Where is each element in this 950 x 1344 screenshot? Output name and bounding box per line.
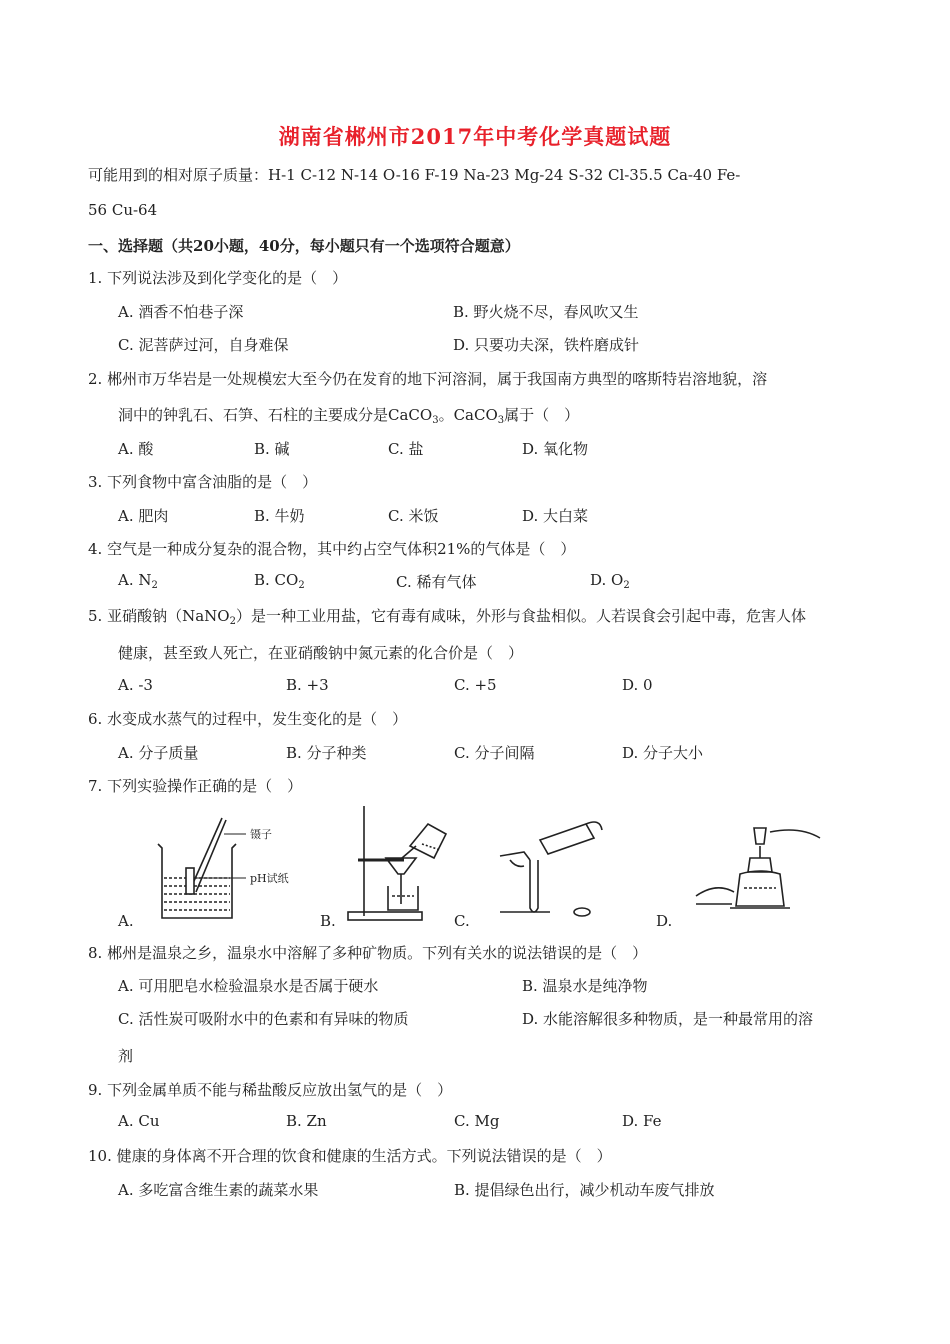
figure-b-filtration [340, 800, 460, 925]
question-4: 4. 空气是一种成分复杂的混合物，其中约占空气体积21%的气体是（ ） [88, 540, 576, 558]
q5-option-a: A. -3 [118, 676, 153, 694]
q6-option-b: B. 分子种类 [286, 744, 367, 762]
q6-option-c: C. 分子间隔 [454, 744, 535, 762]
q9-option-d: D. Fe [622, 1112, 662, 1130]
q6-option-a: A. 分子质量 [118, 744, 199, 762]
q9-option-c: C. Mg [454, 1112, 500, 1130]
q10-option-a: A. 多吃富含维生素的蔬菜水果 [118, 1181, 319, 1199]
question-1: 1. 下列说法涉及到化学变化的是（ ） [88, 269, 348, 287]
section-heading: 一、选择题（共20小题，40分，每小题只有一个选项符合题意） [88, 237, 520, 255]
q1-option-d: D. 只要功夫深，铁杵磨成针 [453, 336, 640, 354]
q8-option-d: D. 水能溶解很多种物质，是一种最常用的溶 [522, 1010, 814, 1028]
figure-a-label-tweezers: 镊子 [250, 828, 272, 841]
q10-option-b: B. 提倡绿色出行，减少机动车废气排放 [454, 1181, 715, 1199]
q4-option-d: D. $O_2$ [590, 571, 630, 591]
atomic-masses-line1: 可能用到的相对原子质量：H-1 C-12 N-14 O-16 F-19 Na-23 Mg-24 S-32 Cl-35.5 Ca-40 Fe- [88, 166, 741, 184]
q2-option-d: D. 氧化物 [522, 440, 589, 458]
figure-d-alcohol-lamp [690, 818, 830, 924]
q4-option-a: A. $N_2$ [118, 571, 158, 591]
q4-option-b: B. $CO_2$ [254, 571, 305, 591]
q8-option-b: B. 温泉水是纯净物 [522, 977, 648, 995]
question-5-line2: 健康，甚至致人死亡，在亚硝酸钠中氮元素的化合价是（ ） [118, 644, 524, 662]
figure-c-pouring [490, 820, 620, 925]
page-title: 湖南省郴州市2017年中考化学真题试题 [278, 124, 672, 149]
q9-option-b: B. Zn [286, 1112, 327, 1130]
q8-option-c: C. 活性炭可吸附水中的色素和有异味的物质 [118, 1010, 409, 1028]
question-3: 3. 下列食物中富含油脂的是（ ） [88, 473, 318, 491]
q9-option-a: A. Cu [118, 1112, 160, 1130]
q3-option-d: D. 大白菜 [522, 507, 589, 525]
q7-option-c: C. [454, 912, 470, 930]
q3-option-b: B. 牛奶 [254, 507, 305, 525]
q7-option-b: B. [320, 912, 336, 930]
question-6: 6. 水变成水蒸气的过程中，发生变化的是（ ） [88, 710, 408, 728]
q1-option-c: C. 泥菩萨过河，自身难保 [118, 336, 289, 354]
q2-option-c: C. 盐 [388, 440, 424, 458]
question-5-line1: 5. 亚硝酸钠（NaNO$_2$）是一种工业用盐，它有毒有咸味，外形与食盐相似。人若误食会引起中毒，危害人体 [88, 607, 806, 627]
q5-option-c: C. +5 [454, 676, 497, 694]
q3-option-c: C. 米饭 [388, 507, 439, 525]
q2-option-a: A. 酸 [118, 440, 154, 458]
question-8: 8. 郴州是温泉之乡，温泉水中溶解了多种矿物质。下列有关水的说法错误的是（ ） [88, 944, 648, 962]
question-2-line2: 洞中的钟乳石、石笋、石柱的主要成分是CaCO$_3$。CaCO$_3$属于（ ） [118, 406, 580, 426]
q8-option-d-continued: 剂 [118, 1047, 134, 1065]
q2-option-b: B. 碱 [254, 440, 290, 458]
q6-option-d: D. 分子大小 [622, 744, 704, 762]
question-10: 10. 健康的身体离不开合理的饮食和健康的生活方式。下列说法错误的是（ ） [88, 1147, 612, 1165]
question-2-line1: 2. 郴州市万华岩是一处规模宏大至今仍在发育的地下河溶洞，属于我国南方典型的喀斯特岩溶地貌，溶 [88, 370, 768, 388]
figure-a-label-ph-paper: pH试纸 [250, 872, 289, 885]
atomic-masses-line2: 56 Cu-64 [88, 201, 158, 219]
q4-option-c: C. 稀有气体 [396, 573, 477, 591]
q1-option-a: A. 酒香不怕巷子深 [118, 303, 244, 321]
q7-option-a: A. [118, 912, 134, 930]
q8-option-a: A. 可用肥皂水检验温泉水是否属于硬水 [118, 977, 379, 995]
q7-option-d: D. [656, 912, 673, 930]
q3-option-a: A. 肥肉 [118, 507, 169, 525]
question-7: 7. 下列实验操作正确的是（ ） [88, 777, 303, 795]
q1-option-b: B. 野火烧不尽，春风吹又生 [453, 303, 639, 321]
q5-option-d: D. 0 [622, 676, 653, 694]
q5-option-b: B. +3 [286, 676, 329, 694]
question-9: 9. 下列金属单质不能与稀盐酸反应放出氢气的是（ ） [88, 1081, 453, 1099]
